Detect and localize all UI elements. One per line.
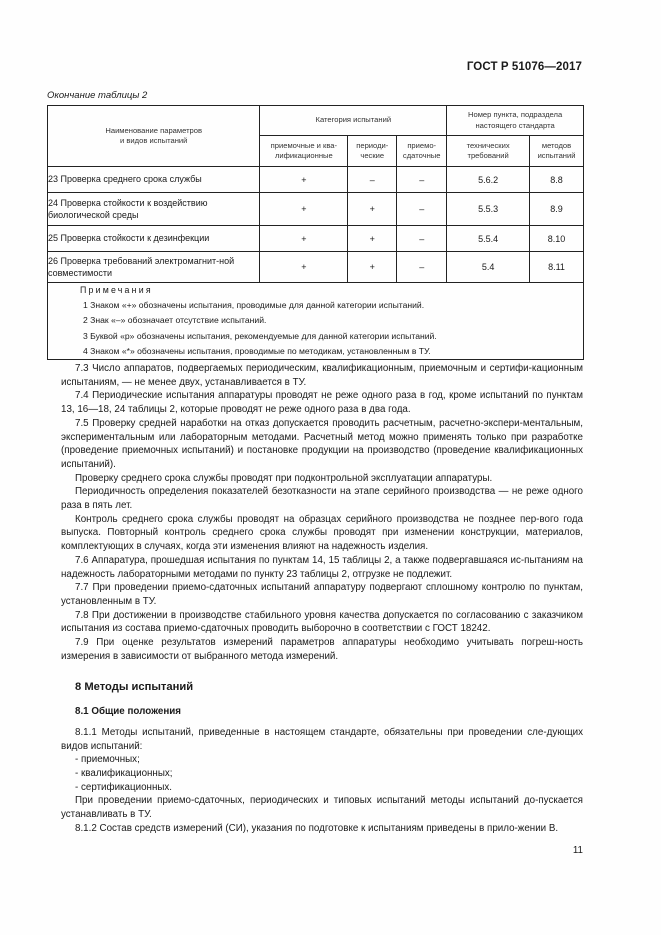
row-tech-req: 5.6.2 xyxy=(447,167,530,193)
header-test-methods xyxy=(530,136,584,167)
table-row xyxy=(48,167,584,193)
table-notes xyxy=(48,283,584,360)
paragraph-7-5-control: Контроль среднего срока службы проводят на образцах серийного производства не позднее пер-вого года выпуска. Повторный контроль среднего срока службы проводят при изменении конструкции, материалов, комплектующих в случаях, когда эти изменения влияют на надежность изделия. xyxy=(61,513,583,553)
paragraph-8-1-1: 8.1.1 Методы испытаний, приведенные в настоящем стандарте, обязательны при проведении сле-дующих видов испытаний: xyxy=(61,726,583,752)
table-row xyxy=(48,193,584,226)
header-delivery xyxy=(397,136,447,167)
row-test-method: 8.8 xyxy=(530,167,584,193)
row-acceptance: + xyxy=(260,226,348,252)
body-text xyxy=(61,362,583,836)
notes-title: Примечания xyxy=(80,285,153,295)
subsection-heading-8-1: 8.1 Общие положения xyxy=(75,706,182,718)
paragraph-7-5-periodicity: Периодичность определения показателей безотказности на этапе серийного производства — не реже одного раза в пять лет. xyxy=(61,486,583,512)
paragraph-7-8: 7.8 При достижении в производстве стабильного уровня качества допускается по согласованию с заказчиком испытания из состава приемо-сдаточных проводить выборочно в соответствии с ГОСТ 18242. xyxy=(61,609,583,635)
row-name: 24 Проверка стойкости к воздействию биологической среды xyxy=(48,193,260,226)
row-name: 25 Проверка стойкости к дезинфекции xyxy=(48,226,260,252)
table-header-row xyxy=(48,106,584,136)
row-test-method: 8.11 xyxy=(530,252,584,283)
table-caption: Окончание таблицы 2 xyxy=(47,90,148,101)
section-heading-8: 8 Методы испытаний xyxy=(75,681,194,694)
page-number: 11 xyxy=(572,845,583,856)
row-delivery: – xyxy=(397,252,447,283)
paragraph-7-6: 7.6 Аппаратура, прошедшая испытания по пунктам 14, 15 таблицы 2, а также подвергавшаяся ис-пытаниям на надежность лабораторными методами по пункту 23 таблицы 2, отгрузке не подлежит. xyxy=(61,554,583,580)
table-row xyxy=(48,252,584,283)
paragraph-7-5: 7.5 Проверку средней наработки на отказ допускается проводить расчетным, расчетно-экспери-ментальным, экспериментальным или лабораторным методами. Расчетный метод можно применять только при разработке (проведение приемочных испытаний) и постановке продукции на производство (проведение квалификационных испытаний). xyxy=(61,417,583,470)
row-periodic: + xyxy=(348,193,397,226)
header-name xyxy=(48,106,260,167)
header-test-methods-text: методов испытаний xyxy=(537,140,576,160)
table-notes-row xyxy=(48,283,584,360)
header-delivery-text: приемо- сдаточные xyxy=(402,140,441,160)
header-acceptance xyxy=(260,136,348,167)
list-item: - сертификационных. xyxy=(75,781,173,793)
row-periodic: + xyxy=(348,252,397,283)
paragraph-7-5-service-life: Проверку среднего срока службы проводят при подконтрольной эксплуатации аппаратуры. xyxy=(75,472,493,484)
row-acceptance: + xyxy=(260,252,348,283)
note-item: 2 Знак «–» обозначает отсутствие испытаний. xyxy=(83,315,267,326)
row-tech-req: 5.5.4 xyxy=(447,226,530,252)
header-section xyxy=(447,106,584,136)
note-item: 1 Знаком «+» обозначены испытания, проводимые для данной категории испытаний. xyxy=(83,300,425,311)
document-code: ГОСТ Р 51076—2017 xyxy=(466,61,582,73)
tests-table xyxy=(47,105,584,360)
paragraph-8-1-2: 8.1.2 Состав средств измерений (СИ), указания по подготовке к испытаниям приведены в прило-жении В. xyxy=(75,822,559,834)
note-item: 3 Буквой «р» обозначены испытания, рекомендуемые для данной категории испытаний. xyxy=(83,330,437,341)
row-tech-req: 5.4 xyxy=(447,252,530,283)
row-periodic: – xyxy=(348,167,397,193)
row-delivery: – xyxy=(397,193,447,226)
header-periodic-text: периоди- ческие xyxy=(356,140,389,160)
paragraph-7-3: 7.3 Число аппаратов, подвергаемых периодическим, квалификационным, приемочным и сертифи-кационным испытаниям, — не менее двух, устанавливается в ТУ. xyxy=(61,363,583,388)
header-name-text: Наименование параметров и видов испытаний xyxy=(105,125,203,145)
row-test-method: 8.10 xyxy=(530,226,584,252)
row-delivery: – xyxy=(397,226,447,252)
header-category: Категория испытаний xyxy=(260,106,447,136)
paragraph-8-1-1-note: При проведении приемо-сдаточных, периодических и типовых испытаний методы испытаний до-пускается устанавливать в ТУ. xyxy=(61,795,583,821)
table-row xyxy=(48,226,584,252)
paragraph-7-4: 7.4 Периодические испытания аппаратуры проводят не реже одного раза в год, кроме испытаний по пунктам 13, 16—18, 24 таблицы 2, которые проводят не реже одного раза в два года. xyxy=(61,390,583,416)
paragraph-7-9: 7.9 При оценке результатов измерений параметров аппаратуры необходимо учитывать погреш-ность измерения в зависимости от выбранного метода измерений. xyxy=(61,637,583,662)
row-name: 26 Проверка требований электромагнит-ной совместимости xyxy=(48,252,260,283)
row-test-method: 8.9 xyxy=(530,193,584,226)
paragraph-7-7: 7.7 При проведении приемо-сдаточных испытаний аппаратуру подвергают сплошному контролю по пунктам, установленным в ТУ. xyxy=(61,582,583,607)
list-item: - приемочных; xyxy=(75,754,140,766)
note-item: 4 Знаком «*» обозначены испытания, проводимые по методикам, установленным в ТУ. xyxy=(83,345,431,356)
header-section-text: Номер пункта, подраздела настоящего стандарта xyxy=(468,110,563,130)
row-name: 23 Проверка среднего срока службы xyxy=(48,167,260,193)
header-tech-req-text: технических требований xyxy=(466,140,510,160)
row-tech-req: 5.5.3 xyxy=(447,193,530,226)
list-item: - квалификационных; xyxy=(75,767,173,779)
row-acceptance: + xyxy=(260,167,348,193)
row-delivery: – xyxy=(397,167,447,193)
header-periodic xyxy=(348,136,397,167)
row-periodic: + xyxy=(348,226,397,252)
row-acceptance: + xyxy=(260,193,348,226)
header-tech-req xyxy=(447,136,530,167)
header-acceptance-text: приемочные и ква- лификационные xyxy=(270,140,338,160)
